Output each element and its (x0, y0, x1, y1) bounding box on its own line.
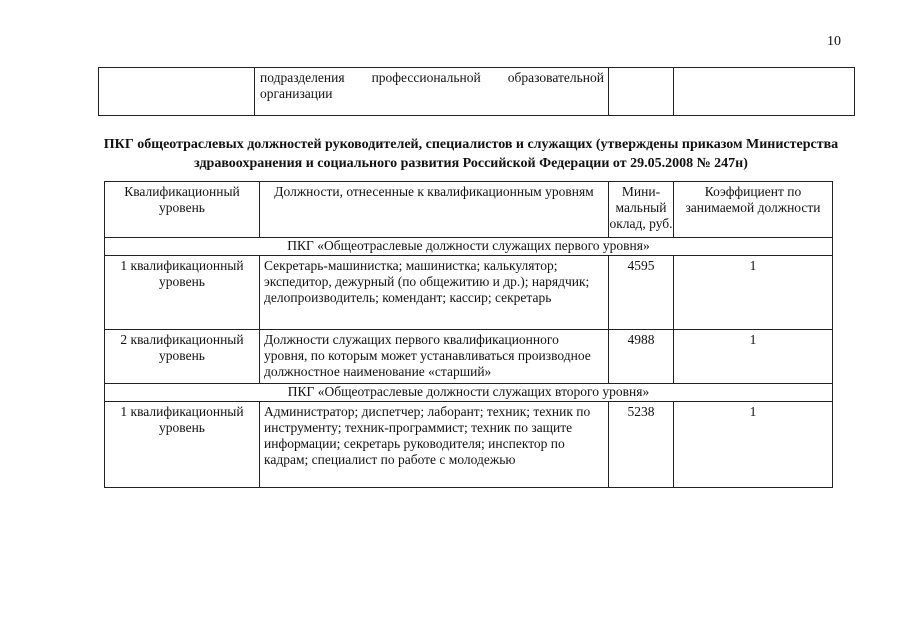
table-row (105, 402, 833, 488)
positions-cell: Администратор; диспетчер; лаборант; техник; техник по инструменту; техник-программист; техник по защите информации; секретарь руководителя; инспектор по кадрам; специалист по работе с молодежью (260, 402, 609, 488)
group-title: ПКГ «Общеотраслевые должности служащих второго уровня» (105, 384, 833, 402)
table-row (99, 68, 855, 116)
table-row (105, 330, 833, 384)
group-row (105, 384, 833, 402)
level-cell: 1 квалификационный уровень (105, 402, 260, 488)
header-level: Квалификационный уровень (105, 182, 260, 238)
table-row (105, 256, 833, 330)
page-number: 10 (827, 34, 841, 49)
positions-cell: Должности служащих первого квалификационного уровня, по которым может устанавливаться производное должностное наименование «старший» (260, 330, 609, 384)
salary-cell: 4595 (609, 256, 674, 330)
level-cell: 1 квалификационный уровень (105, 256, 260, 330)
section-heading: ПКГ общеотраслевых должностей руководителей, специалистов и служащих (утверждены приказом Министерства здравоохранения и социального развития Российской Федерации от 29.05.2008 № 247н) (103, 137, 839, 171)
salary-cell: 5238 (609, 402, 674, 488)
group-title: ПКГ «Общеотраслевые должности служащих первого уровня» (105, 238, 833, 256)
empty-cell (674, 68, 855, 116)
header-row (105, 182, 833, 238)
empty-cell (99, 68, 255, 116)
coefficient-cell: 1 (674, 402, 833, 488)
position-cell: подразделения профессиональной образовательной организации (255, 68, 609, 116)
header-positions: Должности, отнесенные к квалификационным уровням (260, 182, 609, 238)
group-row (105, 238, 833, 256)
continued-table (98, 67, 855, 116)
level-cell: 2 квалификационный уровень (105, 330, 260, 384)
salary-cell: 4988 (609, 330, 674, 384)
coefficient-cell: 1 (674, 256, 833, 330)
header-coefficient: Коэффициент по занимаемой должности (674, 182, 833, 238)
empty-cell (609, 68, 674, 116)
salary-table (104, 181, 833, 488)
header-salary: Мини-мальный оклад, руб. (609, 182, 674, 238)
coefficient-cell: 1 (674, 330, 833, 384)
positions-cell: Секретарь-машинистка; машинистка; калькулятор; экспедитор, дежурный (по общежитию и др.); нарядчик; делопроизводитель; комендант; кассир; секретарь (260, 256, 609, 330)
